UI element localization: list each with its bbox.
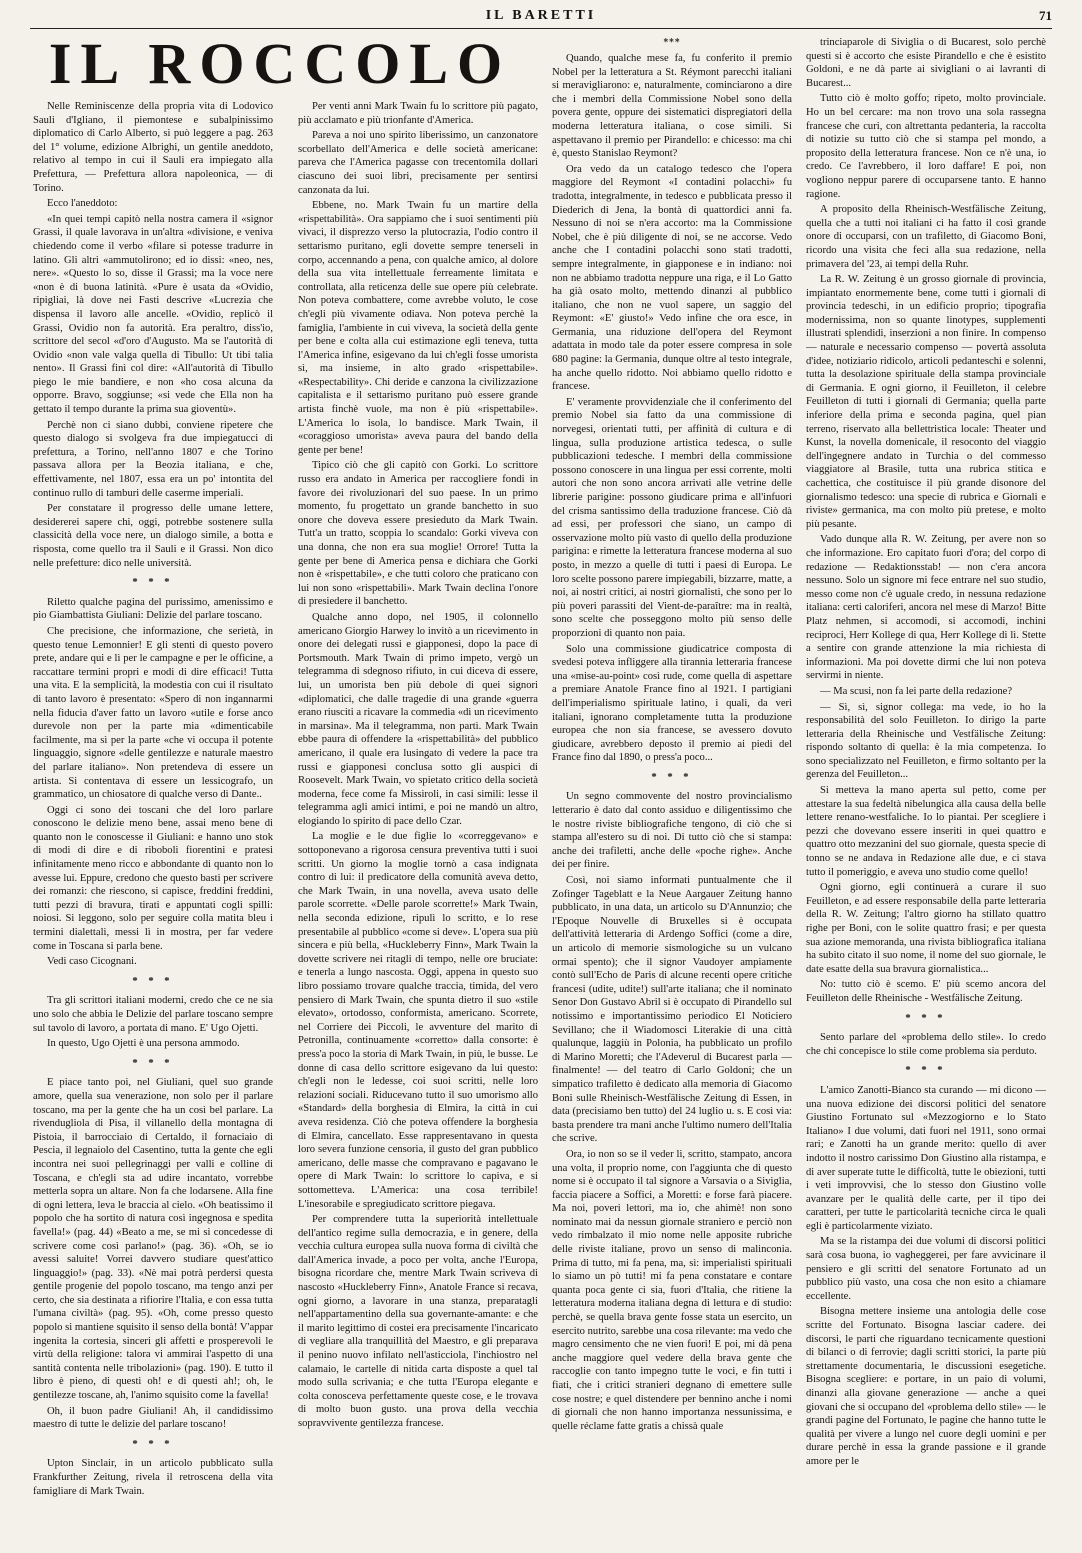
paragraph: Solo una commissione giudicatrice composta di svedesi poteva infliggere alla tirannia letteraria francese una «mise-au-point» così rude, come quella di aspettare a premiare Anatole France fino al 1921. I partigiani dell'imperialismo spirituale latino, i quali, da veri italiani, ignorano completamente tutta la produzione europea che non sia francese, se avessero dovuto giudicare, avrebbero deposto il premio ai piedi del France fino dal 1890, o press'a poco...: [552, 643, 792, 764]
paragraph: E piace tanto poi, nel Giuliani, quel suo grande amore, quella sua venerazione, non solo per il parlare toscano, ma per la gente che ha un così bel parlare. La rivendugliola di Pisa, il villanello della montagna di Pistoia, il barrocciaio di Certaldo, il fornaciaio di Pescia, il legnaiolo del Casentino, tutta la gente che egli incontra nei suoi pellegrinaggi per valli e colline di Toscana, e ch'egli sta ad udire incantato, vorrebbe metterla sopra un altare. Non fa che lodarsene. Alla fine di ogni lettera, leva le braccia al cielo. «Oh beatissimo il popolo che ha sortito di natura così ingegnosa e spedita favella!» (pag. 44) «Beato a me, se mi si concedesse di scrivere come così parlano!» (pag. 36). «Oh, se io avessi saluite! Vorrei davvero studiare quest'attico linguaggio!» (pag. 33). «Nè mai potrà perdersi questa gentile progenie del popolo toscano, ma tengo anzi per certo, che sia destinata a rifiorire l'Italia, e con essa tutta l'umana civiltà» (pag. 95). «Oh, come presso questo popolo si mantiene squisito il senso della bontà! V'appar ingenita la cortesia, sinceri gli affetti e prosperevoli le virtù della religione: talora vi ammirai l'aspetto di una santità contenta nelle tribolazioni» (pag. 190). E tutto il libro è pieno, di questi oh! e di questi ah!; oh, le gentilezze toscane, ah, l'animo squisito come la favella!: [33, 1077, 273, 1402]
paragraph: Tra gli scrittori italiani moderni, credo che ce ne sia uno solo che abbia le Delizie del parlare toscano sempre sul tavolo di lavoro, a portata di mano. E' Ugo Ojetti.: [33, 995, 273, 1034]
paragraph: Riletto qualche pagina del purissimo, amenissimo e pio Giambattista Giuliani: Delizie del parlare toscano.: [33, 596, 273, 622]
paragraph: «In quei tempi capitò nella nostra camera il «signor Grassi, il quale lavorava in un'altra «divisione, e veniva chiedendo come il verbo «filare si potesse tradurre in latino. Gli altri «ammutolirono; ed io dissi: «neo, nes, nere». «Questo lo so, disse il Grassi; ma la voce nere «non è di buona latinità. «Pure è usata da «Ovidio, ripigliai, là dove nei Fasti descrive «Lucrezia che dispensa il lavoro alle ancelle. «Ovidio, replicò il Grassi, Ovidio non fa autorità. Era peraltro, diss'io, scrittore del secol «d'oro d'Augusto. Ma se l'autorità di Ovidio «non vale valga quella di Tibullo: Ut tibi talia nento». Il Grassi finì col dire: «All'autorità di Tibullo piego le mie bandiere, e non «ho cosa alcuna da opporre. Bravo, soggiunse; «si vede che Ella non ha gettato il tempo durante la prima sua gioventù».: [33, 213, 273, 416]
article-headline: IL ROCCOLO: [48, 31, 512, 96]
paragraph: Che precisione, che informazione, che serietà, in questo tenue Lemonnier! E gli stenti di questo povero prete, andare qui e lì per le campagne e per le officine, a raccattare termini propri e modi di dire efficaci! Tutta una vita. E la semplicità, la modestia con cui il risultato di tanto lavoro è presentato: «Spero di non ingannarmi nella fiducia d'aver fatto un lavoro «utile e forse anco durevole non per la parte mia «dimenticabile facilmente, ma sì per la parte «che vi occupa il potente linguaggio, signore «delle gentilezze e naturale maestro del parlare italiano». Non pretendeva di essere un artista. Si contentava di essere un lessicografo, un grammatico, un chiosatore di qualche verso di Dante..: [33, 625, 273, 801]
text-column-3: [552, 52, 792, 1546]
paragraph: Per comprendere tutta la superiorità intellettuale dell'antico regime sulla democrazia, e in genere, della vecchia cultura europea sulla nuova forma di civiltà che dall'America invade, a poco per volta, anche l'Europa, bisogna ricordare che, mentre Mark Twain scriveva di nascosto «Huckleberry Finn», Anatole France si recava, ogni giorno, a lavorare in una stanza, preparatagli nell'appartamentino della sua governante-amante: e che il marito legittimo di costei era precisamente l'incaricato di vegliare alla tranquillità del Maestro, e gli preparava il penino nuovo infilato nell'asticciola, l'inchiostro nel calamaio, le cartelle di nitida carta disposte a quel tal modo sulla scrivania; e che tutta l'Europa elegante e colta conosceva perfettamente queste cose, e le trovava di molto buon gusto. una prova della vecchia sopravvivente gentilezza francese.: [298, 1214, 538, 1429]
paragraph: A proposito della Rheinisch-Westfälische Zeitung, quella che a tutti noi italiani ci ha fatto il così grande onore di occuparsi, con un trafiletto, di Giacomo Boni, ricordo una visita che feci alla sua redazione, nella primavera del '23, ai tempi della Ruhr.: [806, 204, 1046, 270]
text-column-2: [298, 100, 538, 1545]
paragraph: Un segno commovente del nostro provincialismo letterario è dato dal conto assiduo e diligentissimo che le nostre riviste bibliografiche tengono, di ciò che si stampa all'estero su di noi. Di tutto ciò che si stampa: anche dei trafiletti, anche delle «poche righe». Anche dei per finire.: [552, 791, 792, 871]
paragraph: Qualche anno dopo, nel 1905, il colonnello americano Giorgio Harwey lo invitò a un ricevimento in onore dei delegati russi e giapponesi, dopo la pace di Portsmouth. Mark Twain di primo impeto, vergò un telegramma di sdegnoso rifiuto, in cui diceva di essere, lui, un umorista ben più debole di quei signori «diplomatici, che dalle tragedie di una grande «guerra erano riusciti a ricavare la commedia «di un ricevimento in marsina». Ma il telegramma, non partì. Mark Twain ebbe paura di offendere la «rispettabilità» del pubblico americano, il quale era lusingato di vedere la pace tra russi e giapponesi conclusa sotto gli auspici di Roosevelt. Mark Twain, vo spietato critico della società moderna, fece come fa Missiroli, in casi simili: lesse il telegramma agli amici intimi, e poi ne mandò un altro, elogiando lo spirito di pace dello Czar.: [298, 611, 538, 827]
section-separator: * * *: [132, 975, 174, 987]
paragraph: Ebbene, no. Mark Twain fu un martire della «rispettabilità». Ora sappiamo che i suoi sentimenti più vivaci, il disprezzo verso la plutocrazia, l'odio contro il settarismo puritano, egli dovette sempre tenerseli in corpo, accennando a pena, con qualche amico, al dolore della sua vita intellettuale ferreamente limitata e controllata, alla reticenza delle sue opere più celebrate. Non poteva combattere, come avrebbe voluto, le cose ch'egli più vivamente odiava. Non poteva perchè la famiglia, l'ambiente in cui viveva, la società della gente per bene e colta alla cui estimazione egli teneva, tutta l'America infine, esigevano da lui ch'egli fosse umorista sì, ma insieme, in alto grado «rispettabile». «Respectability». Chi deride e canzona la civilizzazione capitalista e il settarismo puritano può essere grande artista finchè vuole, ma non è più «rispettabile». L'America lo isola, lo bandisce. Mark Twain, il «coraggioso umorista» aveva paura del bando della gente per bene!: [298, 200, 538, 456]
paragraph: La R. W. Zeitung è un grosso giornale di provincia, impiantato enormemente bene, come tutti i giornali di provincia tedeschi, in un edificio proprio; tipografia modernissima, non so quante linotypes, supplementi illustrati splendidi, inserzioni a non finire. In compenso — naturale e necessario compenso — povertà assoluta d'idee, notiziario ridicolo, articoli pedanteschi e solenni, tutta la desolazione spirituale della stampa provinciale di Germania. E ogni giorno, il Feuilleton, il celebre Feuilleton di tutti i giornali di Germania; quella parte inferiore della prima e seconda pagina, quel pian terreno, riservato alla bellettristica locale: Theater und Kunst, la novella domenicale, il resoconto del viaggio dell'ingegnere andato in Turchia o del commesso viaggiatore al Brasile, tutta una rubrica stitica e cachettica, che costituisce il più grande disonore del giornalismo tedesco: una specie di rubrica e Giornali e riviste» germanica, ma con molto più pretese, e molto più pesante.: [806, 274, 1046, 530]
paragraph: E' veramente provvidenziale che il conferimento del premio Nobel sia fatto da una commissione di norvegesi, orientati tutti, per affinità di cultura e di lingua, sulla produzione artistica tedesca, o sulle pubblicazioni tedesche. I membri della commissione possono conoscere in una lingua per essi corrente, molti autori che non sono ancora arrivati alle vetrine delle librerie parigine: possono giudicare prima e all'infuori del crisma santissimo della traduzione francese. Ciò dà ad essi, per professori che siano, un campo di osservazione molto più vasto di quello della produzione parigina: e rimette la letteratura francese moderna al suo posto, in mezzo a quelle di tutti i paesi di Europa. Le loro scelte possono parere impiegabili, bizzarre, matte, a noi, ai nostri critici, ai nostri giornalisti, che sono per lo più poveri parassiti del Vient-de-paraître: ma in realtà, sono scelte che posseggono molto più senso delle proporzioni di quanto non paia.: [552, 396, 792, 639]
paragraph: La moglie e le due figlie lo «correggevano» e sottoponevano a rigorosa censura preventiva tutti i suoi scritti. Un giorno la moglie tornò a casa indignata contro di lui: il predicatore della comunità aveva detto, che Mark Twain, in una novella, aveva usato delle parole scorrette. «Delle parole scorrette!» Mark Twain, nella seconda edizione, ripulì lo scritto, e lo rese presentabile al pubblico «come si deve». L'opera sua più sincera e più bella, «Huckleberry Finn», Mark Twain la dovette scrivere nei ritagli di tempo, nelle ore bruciate: e tenerla a lungo nascosta. Oggi, appena in questo suo libro possiamo trovare qualche traccia, timida, del vero pensiero di Mark Twain, che spunta dietro il suo «stile elevato», ortodosso, conformista, americano. Scorrete, nel Corriere dei Piccoli, le avventure del marito di Petronilla, continuamente «corretto» dalla consorte: è press'a poco la storia di Mark Twain, in più, le busse. Le donne di casa dello scrittore esigevano da lui questo: ch'egli non le ledesse, coi suoi scritti, nelle loro relazioni sociali. Riducevano tutto il suo umorismo allo «Standard» della borghesia di Elmira, la città in cui aveva residenza. Ciò che poteva offendere la borghesia di Elmira, cancellato. Esse rappresentavano in questa loro severa funzione censoria, il gusto del gran pubblico americano, delle masse che compravano e pagavano le opere di Mark Twain: lo scrittore lo capiva, e si sottometteva. L'America: una cosa terribile! L'inesorabile e spregiudicato scrittore piegava.: [298, 831, 538, 1210]
section-separator: * * *: [132, 1057, 174, 1069]
paragraph: Per constatare il progresso delle umane lettere, desidererei sapere chi, oggi, potrebbe sostenere sulla classicità della voce nere, un dialogo simile, a botta e risposta, come quello tra il Sauli e il Grassi. Non dico nelle prefetture: dico nelle università.: [33, 503, 273, 569]
paragraph: Perchè non ci siano dubbi, conviene ripetere che questo dialogo si svolgeva fra due impiegatucci di prefettura, a Torino, nell'anno 1807 e che Torino passava allora per la Beozia italiana, e che, effettivamente, nel 1807, essa era un po' intontita del continuo rullo di tamburi delle caserme imperiali.: [33, 419, 273, 499]
paragraph: Sento parlare del «problema dello stile». Io credo che chi concepisce lo stile come problema sia perduto.: [806, 1032, 1046, 1057]
paragraph: Ora vedo da un catalogo tedesco che l'opera maggiore del Reymont «I contadini polacchi» fu tradotta, integralmente, in tedesco e pubblicata presso il Diederich di Jena, la bontà di quattordici anni fa. Nessuno di noi se n'era accorto: ma la Commissione Nobel, che è più diligente di noi, se ne accorse. Vedo anche che I contadini polacchi sono stati tradotti, sempre integralmente, in giapponese e in indiano: noi non ne abbiamo tradotta neppure una riga, e il Lo Gatto ha già osato molto, mettendo dinanzi al pubblico italiano, che non ne vuol sapere, un saggio del Reymont: «E' giusto!» Vedo infine che ora esce, in Germania, una riduzione dell'opera del Reymont adattata in modo tale da poter essere compresa in sole 680 pagine: la Germania, dunque oltre al testo integrale, ha anche quello ridotto. Noi abbiamo quello ridotto e francese.: [552, 163, 792, 393]
paragraph: Ogni giorno, egli continuerà a curare il suo Feuilleton, e ad essere responsabile della parte letteraria della R. W. Zeitung; l'altro giorno ha stillato quattro righe per Boni, con le solite quattro frasi; e per questa sua azione memoranda, una rivista bibliografica italiana ha subito citato il suo nome, il nome del suo giornale, le date esatte della sua bravura giornalistica...: [806, 882, 1046, 975]
paragraph: Ecco l'aneddoto:: [47, 198, 118, 210]
paragraph: — Ma scusi, non fa lei parte della redazione?: [820, 685, 1013, 697]
section-separator: * * *: [905, 1012, 947, 1024]
paragraph: Upton Sinclair, in un articolo pubblicato sulla Frankfurther Zeitung, rivela il retroscena della vita famigliare di Mark Twain.: [33, 1458, 273, 1497]
paragraph: Così, noi siamo informati puntualmente che il Zofinger Tageblatt e la Neue Aargauer Zeitung hanno pubblicato, in una data, un articolo su D'Annunzio; che l'Epoque Nouvelle di Bruxelles si è occupata dell'attività letteraria di Ardengo Soffici (come a dire, un articolo di memorie sismologiche su un vulcano ormai spento); che il signor Vaudoyer ampiamente contò sull'Echo de Paris di alcune recenti opere critiche francesi (udite, udite!) sull'arte italiana; che il nominato Senor Don Gustavo Abril si è occupato di Pirandello sul notissimo e importantissimo periodico El Noticiero Sevillano; che il Wiadomosci Literakie di una città qualunque, laggiù in Polonia, ha pubblicato un profilo di Marino Moretti; che l'Adeverul di Bucarest parla — finalmente! — del teatro di Carlo Goldoni; che un simpatico trafiletto è dedicato alla memoria di Giacomo Boni sulle Rheinisch-Westfälische Zeitung di Essen, in data (precisiamo ben tutto) del 24 luglio u. s. E così via: basta prendere tra mani anche l'ultimo numero dell'Italia che scrive.: [552, 875, 792, 1145]
paragraph: Quando, qualche mese fa, fu conferito il premio Nobel per la letteratura a St. Réymont parecchi italiani si meravigliarono: e, naturalmente, cominciarono a dire che i membri della Commissione Nobel sono della povera gente, oppure dei sistematici dispregiatori della moderna letteratura italiana, o cose simili. Si aspettavano il premio per Pirandello: e chicesso: ma chi è, questo Stanislao Reymont?: [552, 53, 792, 160]
section-separator: * * *: [132, 577, 174, 589]
paragraph: Oggi ci sono dei toscani che del loro parlare conoscono le delizie meno bene, assai meno bene di quanto non le conoscesse il Giuliani: e hanno uno stok di modi di dire e di riboboli fiorentini e pratesi infinitamente meno ricco e abbondante di quanto non lo avesse lui. Eppure, credono che questo basti per scrivere dei romanzi: che riescono, si capisce, freddini freddini, tutti pezzi di bravura, tirati e appuntati cogli spilli: noiosi. Si leggono, solo per seguire colla matita bleu i termini dialettali, messi lì in mostra, per far vedere come in Toscana si parla bene.: [33, 804, 273, 952]
paragraph: Pareva a noi uno spirito liberissimo, un canzonatore scorbellato dell'America e delle società americane: pareva che l'America pagasse con trecentomila dollari ciascuno dei suoi libri, precisamente per sentirsi canzonata da lui.: [298, 130, 538, 196]
paragraph: trinciaparole di Siviglia o di Bucarest, solo perchè questi si è accorto che esiste Pirandello e che è esistito Goldoni, e ne dà parte ai sivigliani o ai lavranti di Bucarest...: [806, 37, 1046, 89]
paragraph: No: tutto ciò è scemo. E' più scemo ancora del Feuilleton delle Rheinische - Westfälische Zeitung.: [806, 979, 1046, 1004]
paragraph: Ma se la ristampa dei due volumi di discorsi politici sarà cosa buona, io vagheggerei, per fare avvicinare il pensiero e gli scritti del senatore Fortunato ad un pubblico più vasto, una cosa che non esito a chiamare eccellente.: [806, 1236, 1046, 1302]
paragraph: Per venti anni Mark Twain fu lo scrittore più pagato, più acclamato e più trionfante d'America.: [298, 101, 538, 126]
paragraph: Bisogna mettere insieme una antologia delle cose scritte del Fortunato. Bisogna lasciar cadere. dei discorsi, le parti che riguardano tecnicamente questioni di bilanci o di ferrovie; dagli scritti storici, la parte più strettamente documentaria, le discussioni esegetiche. Bisogna scegliere: e portare, in un paio di volumi, dinanzi alla giovane generazione — anche a quei giovani che si occupano del «problema dello stile» — le grandi pagine del Fortunato, le pagine che hanno tutte le qualità per vivere a lungo nel cuore degli uomini e per durare perchè in essa la grande passione e il grande amore per le: [806, 1306, 1046, 1467]
column-3-separator: ***: [663, 38, 681, 48]
journal-title: IL BARETTI: [485, 8, 597, 23]
paragraph: Ora, io non so se il veder li, scritto, stampato, ancora una volta, il proprio nome, con l'aggiunta che di questo nome si è occupato il tal signore a Varsavia o a Siviglia, faccia piacere a Soffici, a Moretti: e forse farà piacere. Ma noi, poveri lettori, ma io, che ahimè! non sono nominato mai da nessun giornale straniero e perciò non vedo rimbalzato il mio nome nelle apposite rubriche delle riviste italiane, provo un senso di malinconia. Prima di tutto, mi fa pena, ma, sì: imperialisti spirituali lo siamo un pò tutti! mi fa pena constatare e contare quanta poca gente ci sia, fuori d'Italia, che ritiene la letteratura moderna italiana degna di lettura e di studio: perchè, se quella brava gente fosse stata un esercito, un esercito nutrito, sarebbe una cosa rilevante: ma vedo che magro censimento che ne vien fuori! E poi, mi dà pena anche maggiore quel vedere della brava gente che raccoglie con tanto impegno tutte le voci, e fin tutti i fiati, che i critici stranieri degnano di emettere sulle cose nostre; e quel distendere per bennino anche i nomi di giornali che non hanno importanza nessunissima, e quelle réclame fatte gratis a chissà quale: [552, 1148, 792, 1432]
paragraph: Tutto ciò è molto goffo; ripeto, molto provinciale. Ho un bel cercare: ma non trovo una sola rassegna francese che curi, con altrettanta pedanteria, la raccolta di notizie su tutto ciò che si stampa pel mondo, a proposito della letteratura francese. Non ce n'è una, io credo. Ce l'avrebbero, il loro daffare! E poi, non vogliono neppur parere di occuparsene tanto. E hanno ragione.: [806, 93, 1046, 200]
paragraph: Vedi caso Cicognani.: [47, 956, 137, 968]
paragraph: — Sì, sì, signor collega: ma vede, io ho la responsabilità del solo Feuilleton. Io dirigo la parte letteraria della Rheinische und Vestfälische Zeitung: rispondo soltanto di quella: è la mia competenza. Io sono specializzato nel Feuilleton, e firmo soltanto per la gerenza del Feuilleton...: [806, 701, 1046, 781]
paragraph: Si metteva la mano aperta sul petto, come per attestare la sua fedeltà nibelungica alla causa della belle lettere renano-westfaliche. Io lo piantai. Per scegliere i pezzi che dovevano essere inseriti in quei quattro e quattro otto mezzanini del suo giornale, questa specie di tonno se ne andava in Redazione alle due, e ci stava tutto il pomeriggio, e aveva uno studio come quello!: [806, 785, 1046, 878]
paragraph: Tipico ciò che gli capitò con Gorki. Lo scrittore russo era andato in America per raccogliere fondi in favore dei rivoluzionari del suo paese. In un primo momento, fu progettato un grande banchetto in suo onore che doveva essere presieduto da Mark Twain. Tutt'a un tratto, scoppia lo scandalo: Gorki viveva con una donna, che non era sua moglie! Orrore! Tutta la gente per bene di America pensa e dichiara che Gorki non è «rispettabile», e che tutti coloro che praticano con lui non sono «rispettabili». Mark Twain declina l'onore di presiedere il banchetto.: [298, 460, 538, 608]
paragraph: In questo, Ugo Ojetti è una persona ammodo.: [47, 1038, 240, 1050]
masthead: [30, 6, 1052, 29]
paragraph: L'amico Zanotti-Bianco sta curando — mi dicono — una nuova edizione dei discorsi politici del senatore Giustino Fortunato sul «Mezzogiorno e lo Stato Italiano» I due volumi, dati fuori nel 1911, sono ormai rari; e Zanotti ha un grande merito: quello di aver indotto il nostro carissimo Don Giustino alla ristampa, e di aver superate tutte le difficoltà, tutte le obiezioni, tutti i veti improvvisi, che lo stesso don Giustino volle avanzare per le qualità delle carte, per il tipo dei caratteri, per tutte le particolarità tecniche circa le quali egli è particolarmente viziato.: [806, 1084, 1046, 1232]
page-number: 71: [1039, 8, 1052, 23]
paragraph: Oh, il buon padre Giuliani! Ah, il candidissimo maestro di tutte le delizie del parlare toscano!: [33, 1405, 273, 1431]
text-column-4: [806, 36, 1046, 1546]
section-separator: * * *: [132, 1438, 174, 1450]
paragraph: Nelle Reminiscenze della propria vita di Lodovico Sauli d'Igliano, il piemontese e subalpinissimo diplomatico di Carlo Alberto, si può leggere a pag. 263 del 1° volume, edizione Albrighi, un gentile aneddoto, relativo al tempo in cui il Sauli era impiegato alla Prefettura, — Prefettura allora napoleonica, — di Torino.: [33, 101, 273, 194]
section-separator: * * *: [905, 1065, 947, 1077]
section-separator: * * *: [651, 771, 693, 783]
text-column-1: [33, 100, 273, 1545]
paragraph: Vado dunque alla R. W. Zeitung, per avere non so che informazione. Ero capitato fuori d'ora; del corpo di redazione — Redaktionsstab! — non c'era ancora nessuno. Solo un signore mi fece entrare nel suo studio, messo come non c'è uguale credo, in nessuna redazione italiana: certi caloriferi, ancora nel mese di Marzo! Bitte Platz nehmen, si accomodi, si accomodi, inchini reciproci, Herr Kollege di qua, Herr Kollege di lì. Stette a sentire con grande attenzione la mia richiesta di informazioni. Ma poi dovette dirmi che lui non poteva servirmi in niente.: [806, 534, 1046, 682]
